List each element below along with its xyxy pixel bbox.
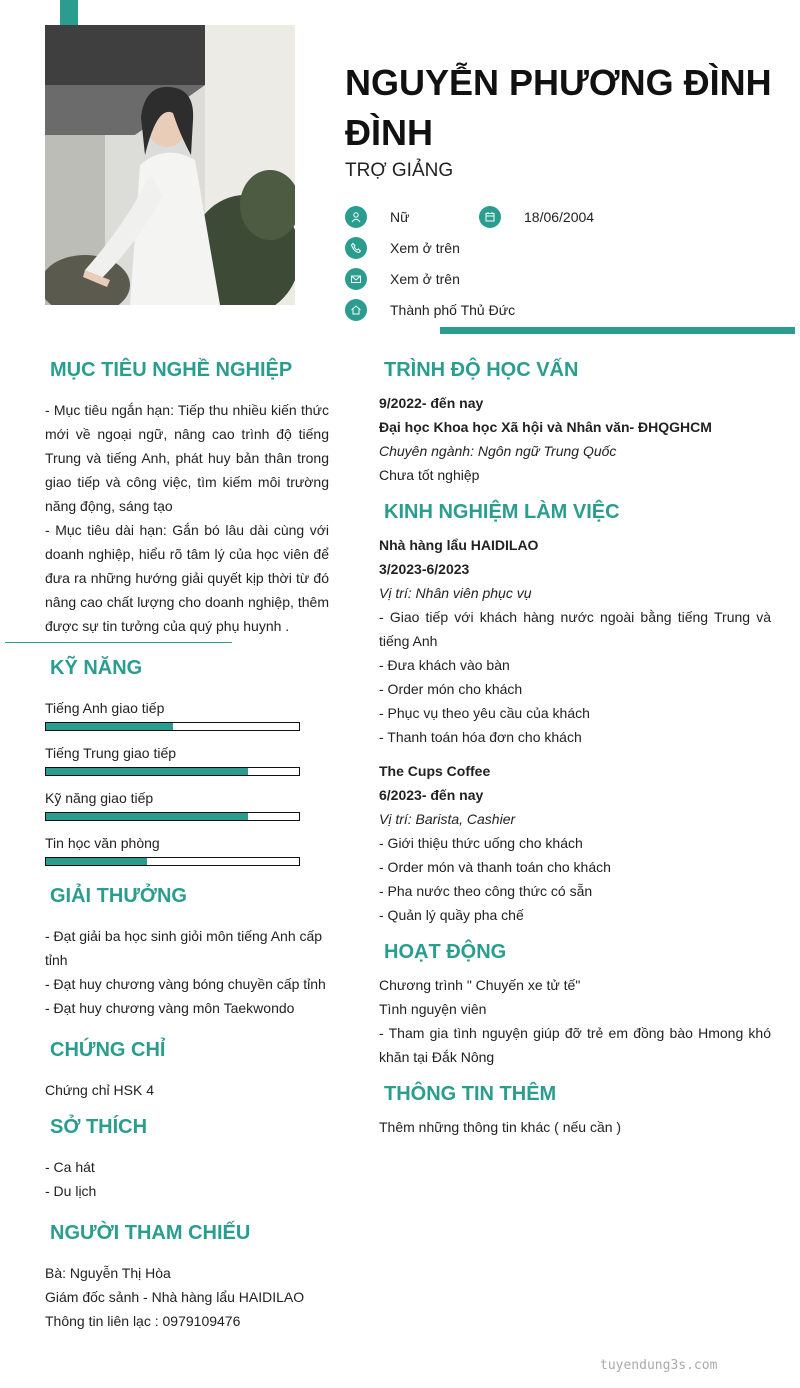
hobby-item: - Ca hát bbox=[45, 1159, 95, 1175]
activity-desc: - Tham gia tình nguyện giúp đỡ trẻ em đồng bào Hmong khó khăn tại Đắk Nông bbox=[379, 1025, 771, 1065]
dob-row bbox=[479, 206, 629, 228]
job-company: Nhà hàng lẩu HAIDILAO bbox=[379, 537, 539, 553]
address-row bbox=[345, 299, 565, 321]
skill-bar-fill bbox=[46, 768, 248, 775]
education-section bbox=[379, 391, 774, 487]
skill-label: Tiếng Trung giao tiếp bbox=[45, 745, 177, 761]
education-major: Chuyên ngành: Ngôn ngữ Trung Quốc bbox=[379, 443, 617, 459]
job-task: - Giao tiếp với khách hàng nước ngoài bằng tiếng Trung và tiếng Anh bbox=[379, 609, 771, 649]
experience-job bbox=[379, 759, 771, 927]
phone-row bbox=[345, 237, 545, 259]
mail-icon bbox=[345, 268, 367, 290]
education-school: Đại học Khoa học Xã hội và Nhân văn- ĐHQGHCM bbox=[379, 419, 712, 435]
reference-line: Bà: Nguyễn Thị Hòa bbox=[45, 1265, 171, 1281]
home-icon bbox=[345, 299, 367, 321]
hobbies-list bbox=[45, 1155, 96, 1203]
header-divider bbox=[440, 327, 795, 334]
email-row bbox=[345, 268, 545, 290]
reference-line: Thông tin liên lạc : 0979109476 bbox=[45, 1313, 241, 1329]
job-period: 3/2023-6/2023 bbox=[379, 561, 470, 577]
address-value: Thành phố Thủ Đức bbox=[390, 302, 516, 318]
candidate-name: NGUYỄN PHƯƠNG ĐÌNH ĐÌNH bbox=[345, 62, 772, 153]
phone-value: Xem ở trên bbox=[390, 240, 460, 256]
job-task: - Thanh toán hóa đơn cho khách bbox=[379, 729, 582, 745]
left-divider bbox=[5, 642, 232, 643]
skill-label: Tin học văn phòng bbox=[45, 835, 160, 851]
more-info-text: Thêm những thông tin khác ( nếu cần ) bbox=[379, 1119, 622, 1135]
activities-title: HOẠT ĐỘNG bbox=[384, 941, 507, 963]
objective-title: MỤC TIÊU NGHỀ NGHIỆP bbox=[50, 359, 293, 381]
objective-long: - Mục tiêu dài hạn: Gắn bó lâu dài cùng với doanh nghiệp, hiểu rõ tâm lý của học viên để đưa ra những hướng giải quyết kịp thời từ đó nâng cao chất lượng cho doanh nghiệp, thêm được sự tin tưởng của quý phụ huynh . bbox=[45, 522, 329, 634]
references-list bbox=[45, 1261, 304, 1333]
gender-value: Nữ bbox=[390, 209, 410, 225]
job-title: TRỢ GIẢNG bbox=[345, 160, 454, 181]
skills-title: KỸ NĂNG bbox=[50, 657, 143, 679]
experience-job bbox=[379, 533, 771, 749]
hobby-item: - Du lịch bbox=[45, 1183, 97, 1199]
experience-title: KINH NGHIỆM LÀM VIỆC bbox=[384, 501, 620, 523]
education-status: Chưa tốt nghiệp bbox=[379, 467, 480, 483]
reference-line: Giám đốc sảnh - Nhà hàng lẩu HAIDILAO bbox=[45, 1289, 305, 1305]
award-item: - Đạt huy chương vàng môn Taekwondo bbox=[45, 1000, 295, 1016]
more-info-title: THÔNG TIN THÊM bbox=[384, 1083, 557, 1105]
education-title: TRÌNH ĐỘ HỌC VẤN bbox=[384, 359, 579, 381]
job-task: - Phục vụ theo yêu cầu của khách bbox=[379, 705, 590, 721]
references-title: NGƯỜI THAM CHIẾU bbox=[50, 1222, 251, 1244]
profile-photo-illustration bbox=[45, 25, 295, 305]
email-value: Xem ở trên bbox=[390, 271, 460, 287]
objective-short: - Mục tiêu ngắn hạn: Tiếp thu nhiều kiến thức mới về ngoại ngữ, nâng cao trình độ tiếng Trung và tiếng Anh, phát huy bản thân trong giao tiếp và công việc, tìm kiếm môi trường năng động, sáng tạo bbox=[45, 402, 329, 514]
education-period: 9/2022- đến nay bbox=[379, 395, 484, 411]
phone-icon bbox=[345, 237, 367, 259]
job-position: Vị trí: Nhân viên phục vụ bbox=[379, 585, 532, 601]
certificates-title: CHỨNG CHỈ bbox=[50, 1039, 166, 1061]
skill-bar bbox=[45, 857, 300, 866]
job-task: - Order món cho khách bbox=[379, 681, 523, 697]
activities-section bbox=[379, 973, 771, 1069]
skill-bar bbox=[45, 722, 300, 731]
awards-title: GIẢI THƯỞNG bbox=[50, 885, 187, 907]
hobbies-title: SỞ THÍCH bbox=[50, 1116, 148, 1138]
skill-bar bbox=[45, 767, 300, 776]
job-company: The Cups Coffee bbox=[379, 763, 491, 779]
profile-photo bbox=[45, 25, 295, 305]
skill-bar bbox=[45, 812, 300, 821]
job-task: - Quản lý quầy pha chế bbox=[379, 907, 524, 923]
certificate-item: Chứng chỉ HSK 4 bbox=[45, 1082, 154, 1098]
watermark: tuyendung3s.com bbox=[600, 1358, 718, 1373]
job-task: - Pha nước theo công thức có sẵn bbox=[379, 883, 593, 899]
job-task: - Giới thiệu thức uống cho khách bbox=[379, 835, 583, 851]
skill-bar-fill bbox=[46, 858, 147, 865]
calendar-icon bbox=[479, 206, 501, 228]
user-icon bbox=[345, 206, 367, 228]
job-position: Vị trí: Barista, Cashier bbox=[379, 811, 516, 827]
activity-role: Tình nguyện viên bbox=[379, 1001, 487, 1017]
skill-bar-fill bbox=[46, 813, 248, 820]
skill-label: Kỹ năng giao tiếp bbox=[45, 790, 154, 806]
dob-value: 18/06/2004 bbox=[524, 209, 595, 225]
awards-list bbox=[45, 924, 335, 1020]
skill-bar-fill bbox=[46, 723, 173, 730]
award-item: - Đạt giải ba học sinh giỏi môn tiếng Anh cấp tỉnh bbox=[45, 928, 323, 968]
award-item: - Đạt huy chương vàng bóng chuyền cấp tỉnh bbox=[45, 976, 326, 992]
job-task: - Order món và thanh toán cho khách bbox=[379, 859, 611, 875]
skill-label: Tiếng Anh giao tiếp bbox=[45, 700, 165, 716]
job-period: 6/2023- đến nay bbox=[379, 787, 484, 803]
activity-program: Chương trình " Chuyến xe tử tế" bbox=[379, 977, 581, 993]
gender-row bbox=[345, 206, 465, 228]
job-task: - Đưa khách vào bàn bbox=[379, 657, 510, 673]
objective-section bbox=[45, 398, 329, 638]
